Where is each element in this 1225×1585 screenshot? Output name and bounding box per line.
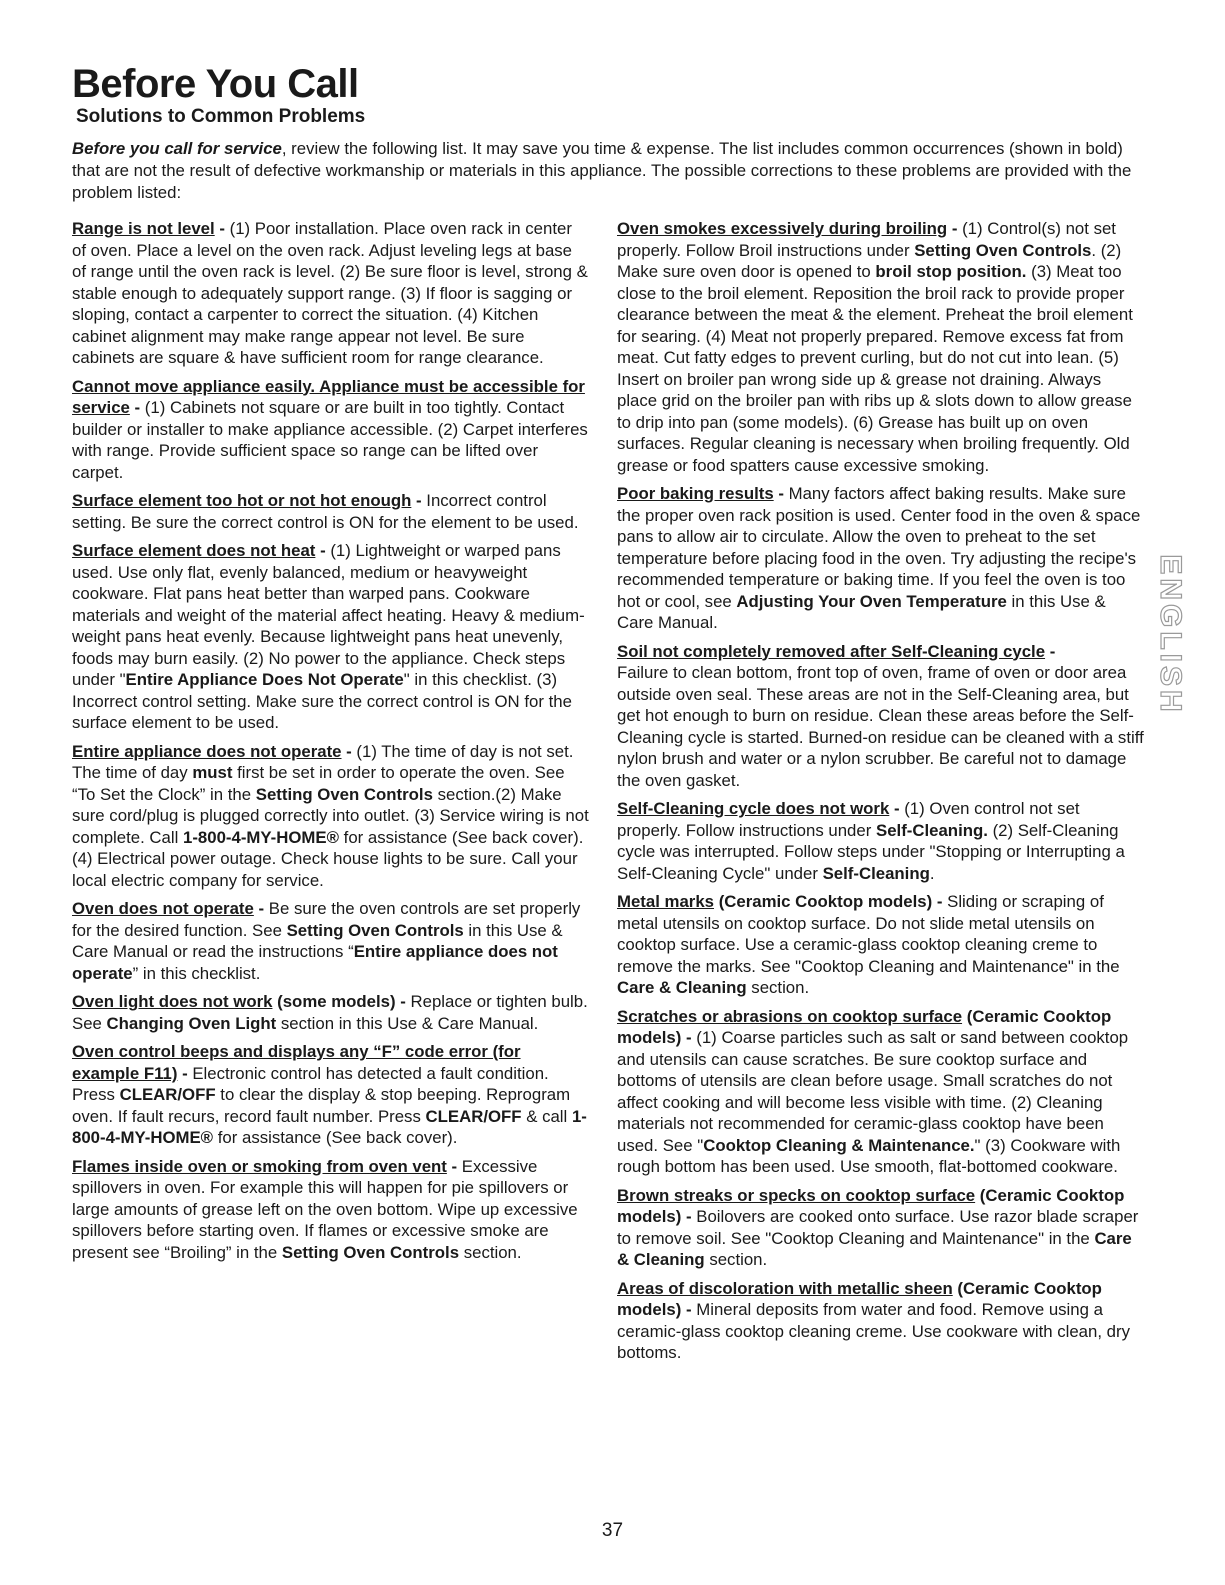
page-subtitle: Solutions to Common Problems — [76, 106, 366, 127]
problem-soil-not-removed: Soil not completely removed after Self-Cleaning cycle - Failure to clean bottom, front top of oven, frame of oven or door area outside oven seal. These areas are not in the Self-Cleaning area, but get hot enough to burn on residue. Clean these areas before the Self-Cleaning cycle is started. Burned-on residue can be cleaned with a stiff nylon brush and water or a nylon scrubber. Be careful not to damage the oven gasket. — [617, 641, 1144, 790]
problem-heading: Surface element does not heat — [72, 541, 316, 560]
bold-reference: Adjusting Your Oven Temperature — [736, 591, 1007, 611]
problem-text: (1) Control(s) not set properly. Follow Broil instructions under — [617, 219, 1116, 260]
problem-text: in this Use & Care Manual or read the instructions “ — [72, 920, 563, 961]
problem-text: Incorrect control setting. Be sure the correct control is ON for the element to be used. — [72, 491, 579, 532]
problem-qualifier: (Ceramic Cooktop models) — [617, 1278, 1102, 1319]
problem-text: Excessive spillovers in oven. For example this will happen for pie spillovers or large amounts of grease left on the oven bottom. Wipe up excessive spillovers before starting oven. If flames or excessive smoke are present see “Broiling” in the — [72, 1156, 578, 1262]
bold-reference: Entire Appliance Does Not Operate — [125, 670, 404, 689]
problem-heading: Areas of discoloration with metallic sheen — [617, 1278, 953, 1298]
problem-text: Boilovers are cooked onto surface. Use razor blade scraper to remove soil. See "Cooktop Cleaning and Maintenance" in the — [617, 1207, 1139, 1248]
bold-reference: Self-Cleaning — [822, 863, 930, 883]
problem-text: (2) Self-Cleaning cycle was interrupted. Follow steps under "Stopping or Interrupting a Self-Cleaning Cycle" under — [617, 820, 1125, 883]
problem-cannot-move-appliance: Cannot move appliance easily. Appliance must be accessible for service - (1) Cabinets not square or are built in too tightly. Contact builder or installer to make appliance accessible. (2) Carpet interferes with range. Provide sufficient space so range can be lifted over carpet. — [72, 376, 588, 482]
problem-text: Be sure the oven controls are set properly for the desired function. See — [72, 899, 581, 940]
phone-number: 1-800-4-MY-HOME® — [183, 827, 339, 847]
problem-metal-marks: Metal marks (Ceramic Cooktop models) - Sliding or scraping of metal utensils on cooktop surface. Do not slide metal utensils on cooktop surface. Use a ceramic-glass cooktop cleaning creme to remove the marks. See "Cooktop Cleaning and Maintenance" in the Care & Cleaning section. — [617, 892, 1120, 997]
problem-heading: Oven does not operate — [72, 899, 254, 918]
problem-text: (1) Poor installation. Place oven rack in center of oven. Place a level on the oven rack. Adjust leveling legs at base of range until the oven rack is level. (2) Be sure floor is level, strong & stable enough to adequately support range. (3) If floor is sagging or sloping, contact a carpenter to correct the situation. (4) Kitchen cabinet alignment may make range appear not level. Be sure cabinets are square & have sufficient room for range clearance. — [72, 219, 588, 367]
bold-reference: Setting Oven Controls — [281, 1242, 460, 1262]
problem-flames-smoking: Flames inside oven or smoking from oven vent - Excessive spillovers in oven. For example this will happen for pie spillovers or large amounts of grease left on the oven bottom. Wipe up excessive spillovers before starting oven. If flames or excessive smoke are present see “Broiling” in the Setting Oven Controls section. — [72, 1156, 578, 1262]
problem-self-clean-not-work: Self-Cleaning cycle does not work - (1) Oven control not set properly. Follow instructions under Self-Cleaning. (2) Self-Cleaning cycle was interrupted. Follow steps under "Stopping or Interrupting a Self-Cleaning Cycle" under Self-Cleaning. — [617, 799, 1125, 883]
problem-oven-smokes: Oven smokes excessively during broiling - (1) Control(s) not set properly. Follow Broil instructions under Setting Oven Controls. (2) Make sure oven door is opened to broil stop position. (3) Meat too close to the broil element. Reposition the broil rack to provide proper clearance between the meat & the element. Preheat the broil element for searing. (4) Meat not properly prepared. Remove excess fat from meat. Cut fatty edges to prevent curling, but do not cut into lean. (5) Insert on broiler pan wrong side up & grease not draining. Always place grid on the broiler pan with ribs up & slots down to allow grease to drip into pan (some models). (6) Grease has built up on oven surfaces. Regular cleaning is necessary when broiling frequently. Old grease or food spatters cause excessive smoking. — [617, 219, 1133, 475]
bold-reference: Self-Cleaning. — [876, 820, 988, 840]
problem-text: section in this Use & Care Manual. — [280, 1013, 539, 1033]
bold-reference: Care & Cleaning — [617, 978, 747, 997]
problem-text: for assistance (See back cover). — [217, 1128, 458, 1147]
problem-heading: Poor baking results — [617, 484, 774, 503]
page-title: Before You Call — [72, 62, 359, 106]
bold-reference: Setting Oven Controls — [255, 784, 433, 804]
bold-reference: Setting Oven Controls — [914, 240, 1092, 260]
problem-text: section. — [751, 978, 810, 997]
problem-text: Failure to clean bottom, front top of oven, frame of oven or door area outside oven seal. These areas are not in the Self-Cleaning area, but get hot enough to burn on residue. Clean these areas before the Self-Cleaning cycle is started. Burned-on residue can be cleaned with a stiff nylon brush and water or a nylon scrubber. Be careful not to damage the oven gasket. — [617, 663, 1144, 790]
problem-text: . (2) Make sure oven door is opened to — [617, 240, 1122, 281]
page-number: 37 — [601, 1520, 624, 1541]
problem-qualifier: (Ceramic Cooktop models) — [718, 892, 933, 911]
problem-qualifier: (some models) — [277, 992, 396, 1011]
problem-text: to clear the display & stop beeping. Reprogram oven. If fault recurs, record fault number. Press — [72, 1085, 571, 1126]
bold-reference: Setting Oven Controls — [286, 920, 464, 940]
problem-heading: Range is not level — [72, 219, 215, 238]
problem-scratches: Scratches or abrasions on cooktop surface (Ceramic Cooktop models) - (1) Coarse particles such as salt or sand between cooktop and utensils can cause scratches. Be sure cooktop surface and bottoms of utensils are clean before usage. Small scratches do not affect cooking and will become less visible with time. (2) Cleaning materials not recommended for ceramic-glass cooktop have been used. See "Cooktop Cleaning & Maintenance." (3) Cookware with rough bottom has been used. Use smooth, flat-bottomed cookware. — [617, 1006, 1129, 1176]
problem-text: section.(2) Make sure cord/plug is plugged correctly into outlet. (3) Service wiring is not complete. Call — [72, 784, 589, 847]
problem-text: & call — [526, 1106, 568, 1126]
problem-text: " in this checklist. (3) Incorrect control setting. Make sure the correct control is ON for the surface element to be used. — [72, 670, 572, 732]
problem-text: first be set in order to operate the oven. See “To Set the Clock” in the — [72, 763, 565, 804]
problem-text: (3) Meat too close to the broil element. Reposition the broil rack to provide proper clearance between the meat & the element. Preheat the broil element for searing. (4) Meat not properly prepared. Remove excess fat from meat. Cut fatty edges to prevent curling, but do not cut into lean. (5) Insert on broiler pan wrong side up & grease not draining. Always place grid on the broiler pan with ribs up & slots down to allow grease to drip into pan (some models). (6) Grease has built up on oven surfaces. Regular cleaning is necessary when broiling frequently. Old grease or food spatters cause excessive smoking. — [617, 262, 1133, 475]
problem-heading: Entire appliance does not operate — [72, 741, 342, 761]
problem-text: (1) The time of day is not set. The time of day — [72, 741, 574, 782]
bold-reference: Care & Cleaning — [617, 1228, 1132, 1269]
problem-text: Replace or tighten bulb. See — [72, 992, 588, 1033]
problem-range-not-level: Range is not level - (1) Poor installation. Place oven rack in center of oven. Place a level on the oven rack. Adjust leveling legs at base of range until the oven rack is level. (2) Be sure floor is level, strong & stable enough to adequately support range. (3) If floor is sagging or sloping, contact a carpenter to correct the situation. (4) Kitchen cabinet alignment may make range appear not level. Be sure cabinets are square & have sufficient room for range clearance. — [72, 219, 588, 367]
problem-text: (1) Coarse particles such as salt or sand between cooktop and utensils can cause scratches. Be sure cooktop surface and bottoms of utensils are clean before usage. Small scratches do not affect cooking and will become less visible with time. (2) Cleaning materials not recommended for ceramic-glass cooktop have been used. See " — [617, 1028, 1129, 1155]
right-column — [617, 218, 1145, 1371]
problem-heading: Oven light does not work — [72, 992, 273, 1011]
problem-heading: Scratches or abrasions on cooktop surface — [617, 1006, 963, 1026]
problem-oven-does-not-operate: Oven does not operate - Be sure the oven controls are set properly for the desired function. See Setting Oven Controls in this Use & Care Manual or read the instructions “Entire appliance does not operate” in this checklist. — [72, 899, 581, 983]
problem-text: Sliding or scraping of metal utensils on cooktop surface. Do not slide metal utensils on cooktop surface. Use a ceramic-glass cooktop cleaning creme to remove the marks. See "Cooktop Cleaning and Maintenance" in the — [617, 892, 1120, 976]
problem-heading: Brown streaks or specks on cooktop surface — [617, 1185, 976, 1205]
problem-discoloration: Areas of discoloration with metallic sheen (Ceramic Cooktop models) - Mineral deposits from water and food. Remove using a ceramic-glass cooktop cleaning creme. Use cookware with clean, dry bottoms. — [617, 1278, 1130, 1362]
key-name: CLEAR/OFF — [119, 1085, 216, 1104]
problem-oven-light: Oven light does not work (some models) - Replace or tighten bulb. See Changing Oven Light section in this Use & Care Manual. — [72, 992, 588, 1033]
problem-heading: Oven smokes excessively during broiling — [617, 219, 948, 238]
problem-heading: Oven control beeps and displays any “F” code error (for example F11) — [72, 1042, 521, 1083]
problem-heading: Flames inside oven or smoking from oven vent — [72, 1156, 447, 1176]
bold-reference: Entire appliance does not operate — [72, 942, 558, 983]
language-label: ENGLISH — [1154, 554, 1187, 716]
problem-text: " (3) Cookware with rough bottom has been used. Use smooth, flat-bottomed cookware. — [617, 1135, 1121, 1176]
problem-brown-streaks: Brown streaks or specks on cooktop surface (Ceramic Cooktop models) - Boilovers are cooked onto surface. Use razor blade scraper to remove soil. See "Cooktop Cleaning and Maintenance" in the Care & Cleaning section. — [617, 1185, 1139, 1269]
intro-text: , review the following list. It may save you time & expense. The list includes common occurrences (shown in bold) that are not the result of defective workmanship or materials in this appliance. The possible corrections to these problems are provided with the problem listed: — [72, 139, 1132, 202]
intro-paragraph — [72, 138, 1152, 204]
problem-text: section. — [709, 1250, 768, 1269]
problem-element-too-hot: Surface element too hot or not hot enough - Incorrect control setting. Be sure the correct control is ON for the element to be used. — [72, 491, 579, 532]
language-side-tab — [1148, 554, 1192, 716]
problem-text: ” in this checklist. — [132, 963, 261, 983]
problem-heading: Cannot move appliance easily. Appliance must be accessible for service — [72, 376, 585, 417]
bold-reference: broil stop position. — [875, 262, 1027, 281]
left-column — [72, 218, 590, 1270]
problem-text: for assistance (See back cover). (4) Electrical power outage. Check house lights to be sure. Call your local electric company for service. — [72, 827, 584, 890]
problem-text: . — [929, 863, 935, 883]
problem-text: in this Use & Care Manual. — [617, 591, 1106, 632]
problem-heading: Soil not completely removed after Self-Cleaning cycle — [617, 641, 1046, 661]
problem-control-beeps: Oven control beeps and displays any “F” code error (for example F11) - Electronic control has detected a fault condition. Press CLEAR/OFF to clear the display & stop beeping. Reprogram oven. If fault recurs, record fault number. Press CLEAR/OFF & call 1-800-4-MY-HOME® for assistance (See back cover). — [72, 1042, 587, 1147]
problem-entire-appliance: Entire appliance does not operate - (1) The time of day is not set. The time of day must first be set in order to operate the oven. See “To Set the Clock” in the Setting Oven Controls section.(2) Make sure cord/plug is plugged correctly into outlet. (3) Service wiring is not complete. Call 1-800-4-MY-HOME® for assistance (See back cover). (4) Electrical power outage. Check house lights to be sure. Call your local electric company for service. — [72, 741, 589, 890]
problem-text: section. — [463, 1242, 522, 1262]
problem-qualifier: (Ceramic Cooktop models) — [617, 1006, 1112, 1047]
problem-heading: Surface element too hot or not hot enough — [72, 491, 412, 510]
problem-text: (1) Oven control not set properly. Follow instructions under — [617, 799, 1080, 840]
problem-text: (1) Lightweight or warped pans used. Use only flat, evenly balanced, medium or heavyweight cookware. Flat pans heat better than warped pans. Cookware materials and weight of the material affect heating. Heavy & medium-weight pans heat evenly. Because lightweight pans heat unevenly, foods may burn easily. (2) No power to the appliance. Check steps under " — [72, 541, 585, 689]
problem-element-does-not-heat: Surface element does not heat - (1) Lightweight or warped pans used. Use only flat, evenly balanced, medium or heavyweight cookware. Flat pans heat better than warped pans. Cookware materials and weight of the material affect heating. Heavy & medium-weight pans heat evenly. Because lightweight pans heat unevenly, foods may burn easily. (2) No power to the appliance. Check steps under "Entire Appliance Does Not Operate" in this checklist. (3) Incorrect control setting. Make sure the correct control is ON for the surface element to be used. — [72, 541, 585, 732]
problem-qualifier: (Ceramic Cooktop models) — [617, 1185, 1125, 1226]
bold-reference: must — [192, 763, 233, 782]
problem-text: (1) Cabinets not square or are built in too tightly. Contact builder or installer to make appliance accessible. (2) Carpet interferes with range. Provide sufficient space so range can be lifted over carpet. — [72, 398, 588, 482]
problem-text: Many factors affect baking results. Make sure the proper oven rack position is used. Center food in the oven & space pans to allow air to circulate. Allow the oven to preheat to the set temperature before placing food in the oven. Try adjusting the recipe's recommended temperature or baking time. If you feel the oven is too hot or cool, see — [617, 484, 1141, 611]
key-name: CLEAR/OFF — [425, 1106, 522, 1126]
phone-number: 1-800-4-MY-HOME® — [72, 1106, 587, 1147]
problem-text: Electronic control has detected a fault condition. Press — [72, 1063, 549, 1104]
problem-heading: Metal marks — [617, 892, 715, 911]
problem-poor-baking: Poor baking results - Many factors affect baking results. Make sure the proper oven rack position is used. Center food in the oven & space pans to allow air to circulate. Allow the oven to preheat to the set temperature before placing food in the oven. Try adjusting the recipe's recommended temperature or baking time. If you feel the oven is too hot or cool, see Adjusting Your Oven Temperature in this Use & Care Manual. — [617, 484, 1141, 632]
problem-text: Mineral deposits from water and food. Remove using a ceramic-glass cooktop cleaning creme. Use cookware with clean, dry bottoms. — [617, 1300, 1130, 1362]
bold-reference: Changing Oven Light — [106, 1013, 277, 1033]
problem-heading: Self-Cleaning cycle does not work — [617, 799, 890, 818]
bold-reference: Cooktop Cleaning & Maintenance. — [703, 1135, 975, 1155]
intro-lead: Before you call for service — [72, 139, 282, 158]
